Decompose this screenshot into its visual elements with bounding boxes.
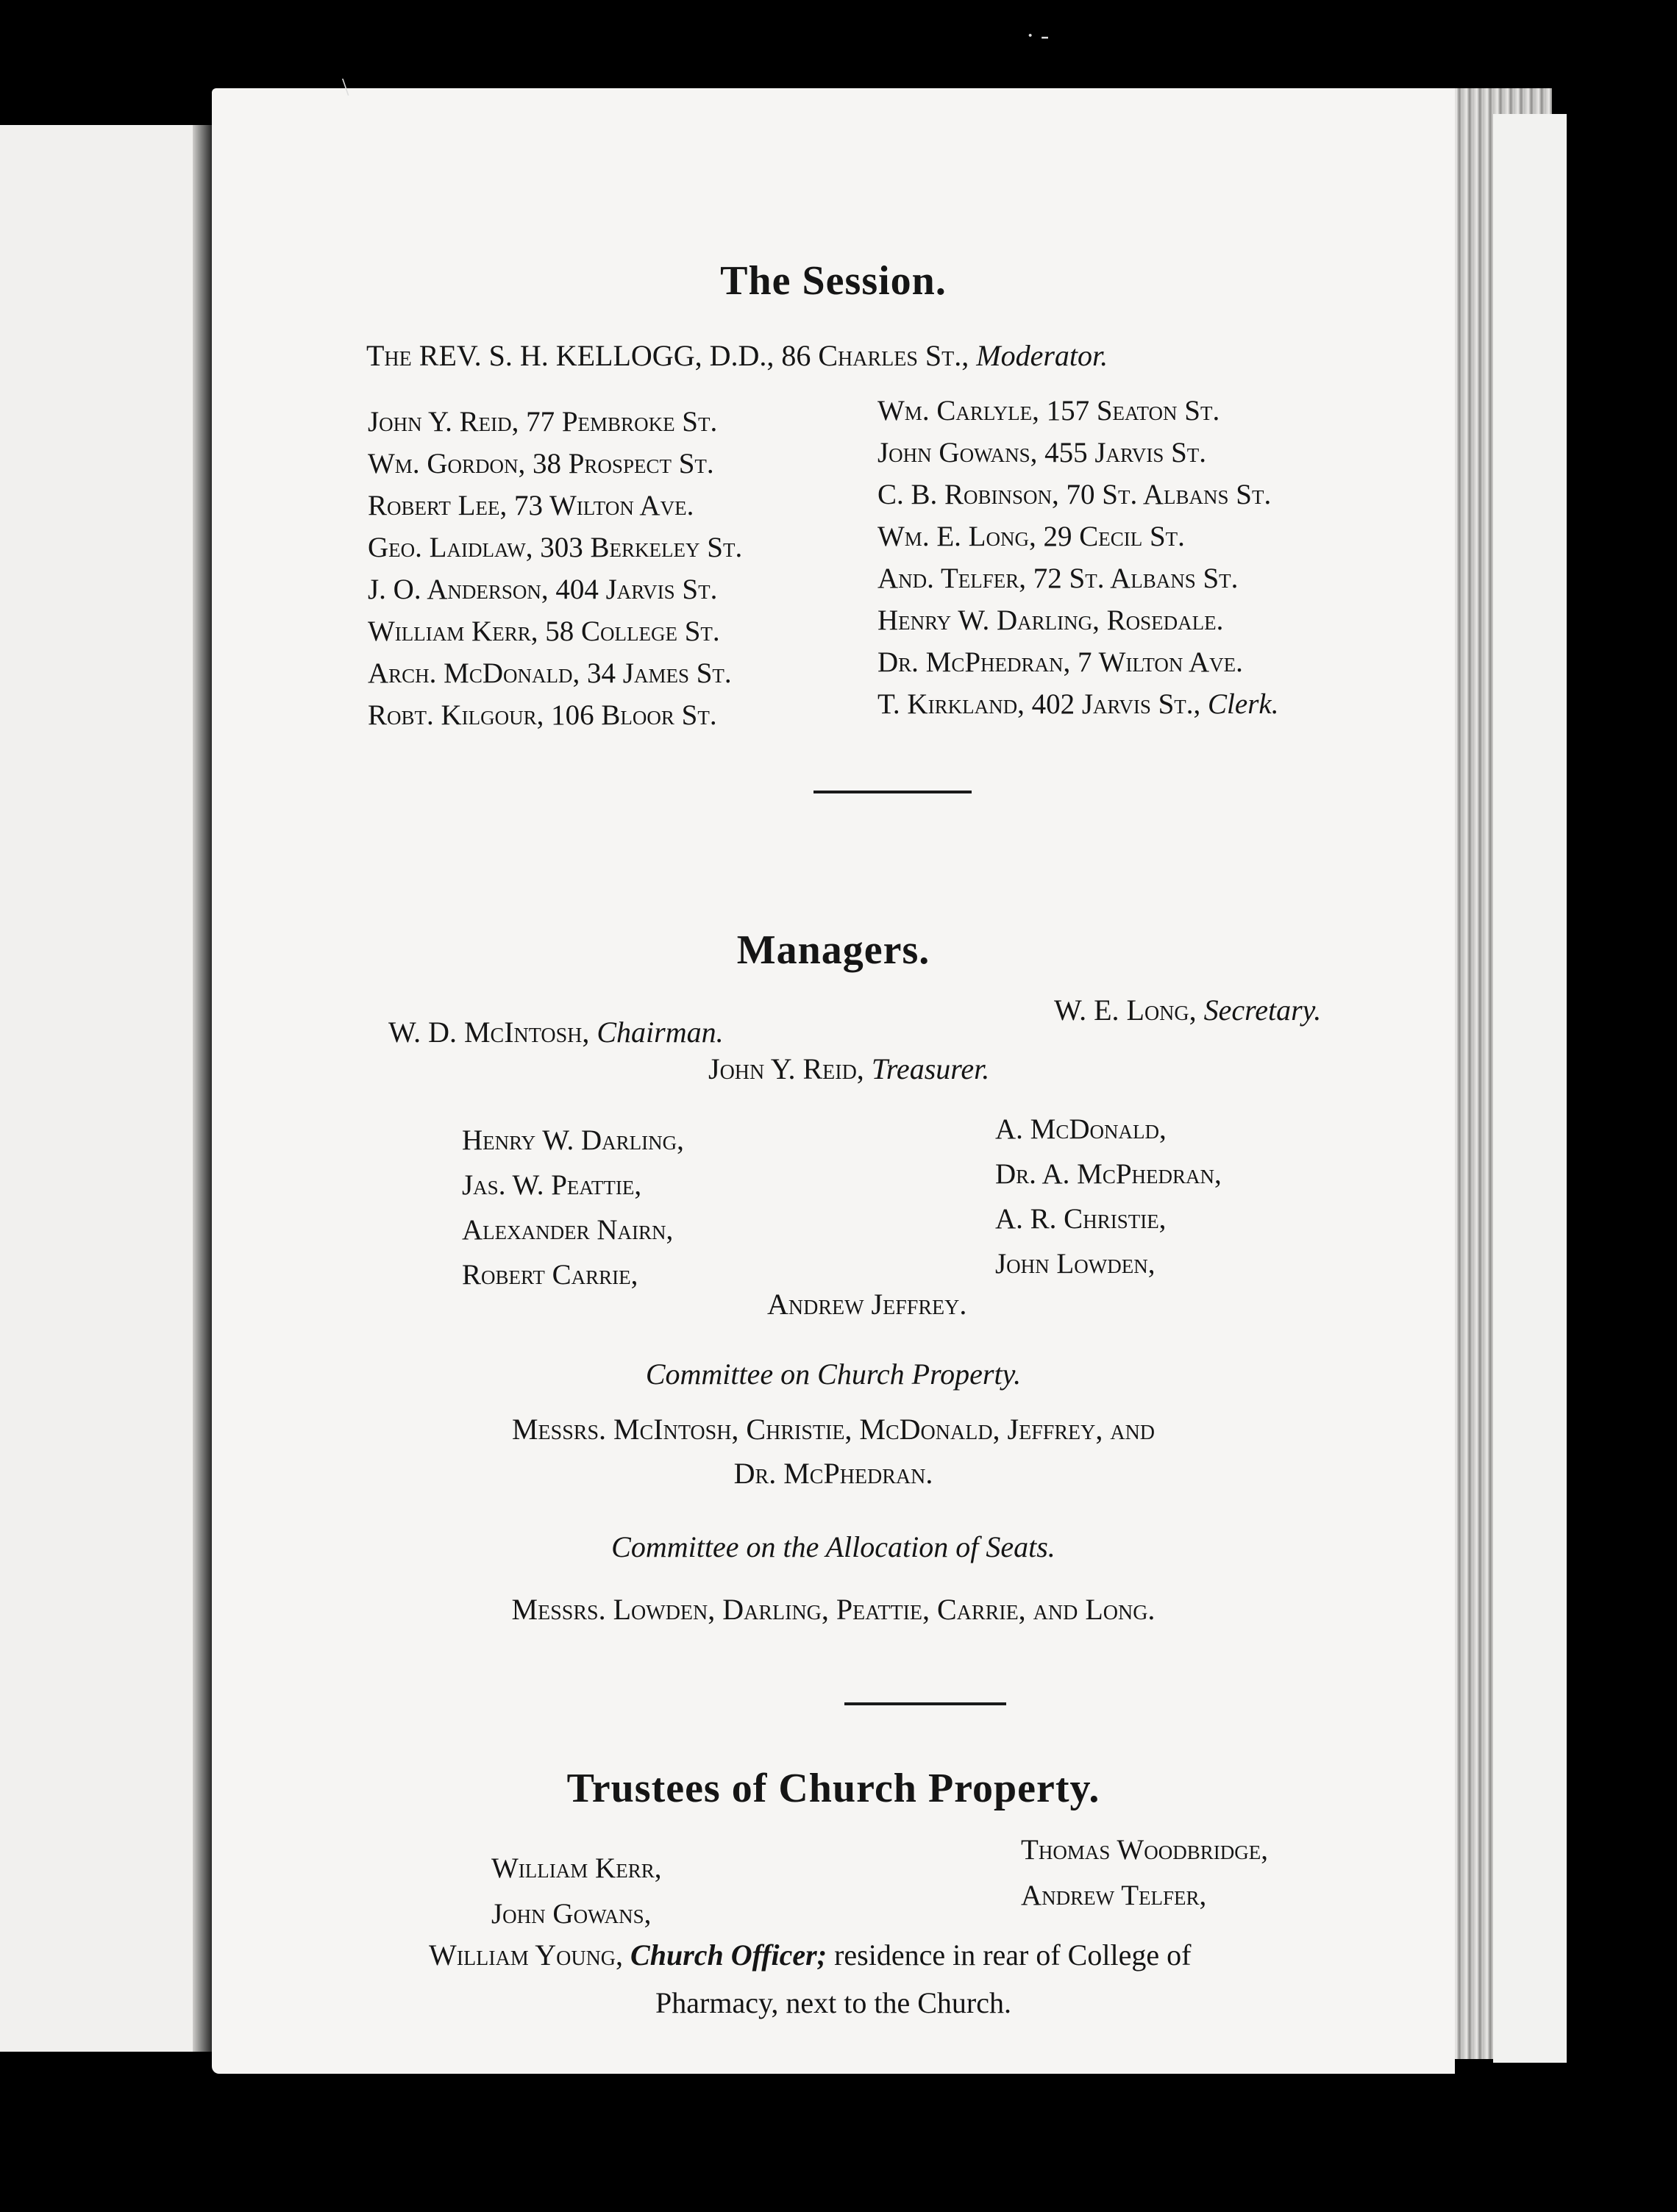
church-officer-line — [429, 1938, 1191, 1972]
session-member: Wm. Gordon, 38 Prospect St. — [368, 448, 714, 479]
session-member: William Kerr, 58 College St. — [368, 616, 720, 647]
film-mark-top-left: \ — [342, 74, 349, 101]
session-right-column — [877, 390, 1278, 725]
chairman-role: Chairman. — [597, 1016, 724, 1049]
manager-name: Alexander Nairn, — [462, 1214, 674, 1246]
officer-name: William Young, — [429, 1938, 624, 1972]
managers-heading: Managers. — [736, 927, 930, 973]
page-content — [212, 88, 1455, 2074]
seats-committee-title: Committee on the Allocation of Seats. — [611, 1530, 1055, 1563]
session-member: And. Telfer, 72 St. Albans St. — [877, 563, 1239, 594]
trustee-name: John Gowans, — [491, 1898, 652, 1930]
manager-center-name: Andrew Jeffrey. — [767, 1288, 967, 1321]
secretary-role: Secretary. — [1203, 993, 1322, 1027]
property-committee-line2: Dr. McPhedran. — [733, 1457, 933, 1490]
session-member: J. O. Anderson, 404 Jarvis St. — [368, 574, 718, 605]
property-committee-line1: Messrs. McIntosh, Christie, McDonald, Jeffrey, and — [511, 1413, 1156, 1446]
managers-left-column — [462, 1118, 684, 1297]
managers-right-column — [995, 1107, 1222, 1286]
manager-name: Dr. A. McPhedran, — [995, 1158, 1222, 1190]
trustee-name: William Kerr, — [491, 1852, 662, 1884]
clerk-name: T. Kirkland, 402 Jarvis St., — [877, 688, 1201, 720]
session-member: Arch. McDonald, 34 James St. — [368, 657, 732, 689]
treasurer-line — [708, 1052, 989, 1086]
treasurer-role: Treasurer. — [871, 1052, 990, 1085]
session-left-column — [368, 401, 742, 736]
manager-name: Henry W. Darling, — [462, 1124, 684, 1156]
session-member: John Y. Reid, 77 Pembroke St. — [368, 406, 718, 438]
session-member: John Gowans, 455 Jarvis St. — [877, 437, 1207, 468]
officer-residence: residence in rear of College of — [834, 1938, 1192, 1972]
trustee-name: Thomas Woodbridge, — [1021, 1834, 1268, 1866]
left-facing-page — [0, 125, 193, 2052]
session-member: Geo. Laidlaw, 303 Berkeley St. — [368, 532, 743, 563]
clerk-line — [877, 683, 1278, 725]
session-member: Robert Lee, 73 Wilton Ave. — [368, 490, 694, 521]
book-spine — [193, 125, 212, 2052]
treasurer-name: John Y. Reid, — [708, 1052, 864, 1085]
officer-residence-line2: Pharmacy, next to the Church. — [655, 1986, 1011, 2019]
film-mark-top-right: · - — [1026, 22, 1050, 49]
secretary-name: W. E. Long, — [1054, 993, 1197, 1027]
chairman-name: W. D. McIntosh, — [388, 1016, 590, 1049]
session-member: Wm. Carlyle, 157 Seaton St. — [877, 395, 1220, 427]
moderator-line — [366, 338, 1108, 373]
manager-name: Robert Carrie, — [462, 1259, 638, 1291]
officer-role: Church Officer; — [630, 1938, 827, 1972]
property-committee-title: Committee on Church Property. — [645, 1357, 1022, 1391]
trustees-heading: Trustees of Church Property. — [566, 1766, 1100, 1811]
backing-card — [1493, 114, 1567, 2063]
trustees-left-column — [491, 1846, 661, 1937]
session-member: Robt. Kilgour, 106 Bloor St. — [368, 699, 717, 731]
session-member: Wm. E. Long, 29 Cecil St. — [877, 521, 1185, 552]
manager-name: Jas. W. Peattie, — [462, 1169, 642, 1201]
clerk-role: Clerk. — [1208, 688, 1279, 720]
session-member: Dr. McPhedran, 7 Wilton Ave. — [877, 646, 1243, 678]
section-divider — [813, 791, 972, 793]
seats-committee-line1: Messrs. Lowden, Darling, Peattie, Carrie, and Long. — [511, 1593, 1156, 1626]
session-member: C. B. Robinson, 70 St. Albans St. — [877, 479, 1272, 510]
session-heading: The Session. — [720, 258, 947, 304]
section-divider — [844, 1702, 1006, 1705]
chairman-line — [388, 1015, 724, 1049]
moderator-name: The REV. S. H. KELLOGG, D.D., 86 Charles St., — [366, 339, 969, 372]
session-member: Henry W. Darling, Rosedale. — [877, 604, 1224, 636]
manager-name: A. R. Christie, — [995, 1203, 1167, 1235]
manager-name: John Lowden, — [995, 1248, 1156, 1280]
manager-name: A. McDonald, — [995, 1113, 1167, 1145]
trustees-right-column — [1021, 1827, 1268, 1919]
secretary-line — [1054, 993, 1321, 1027]
trustee-name: Andrew Telfer, — [1021, 1880, 1207, 1911]
moderator-role: Moderator. — [976, 339, 1108, 372]
